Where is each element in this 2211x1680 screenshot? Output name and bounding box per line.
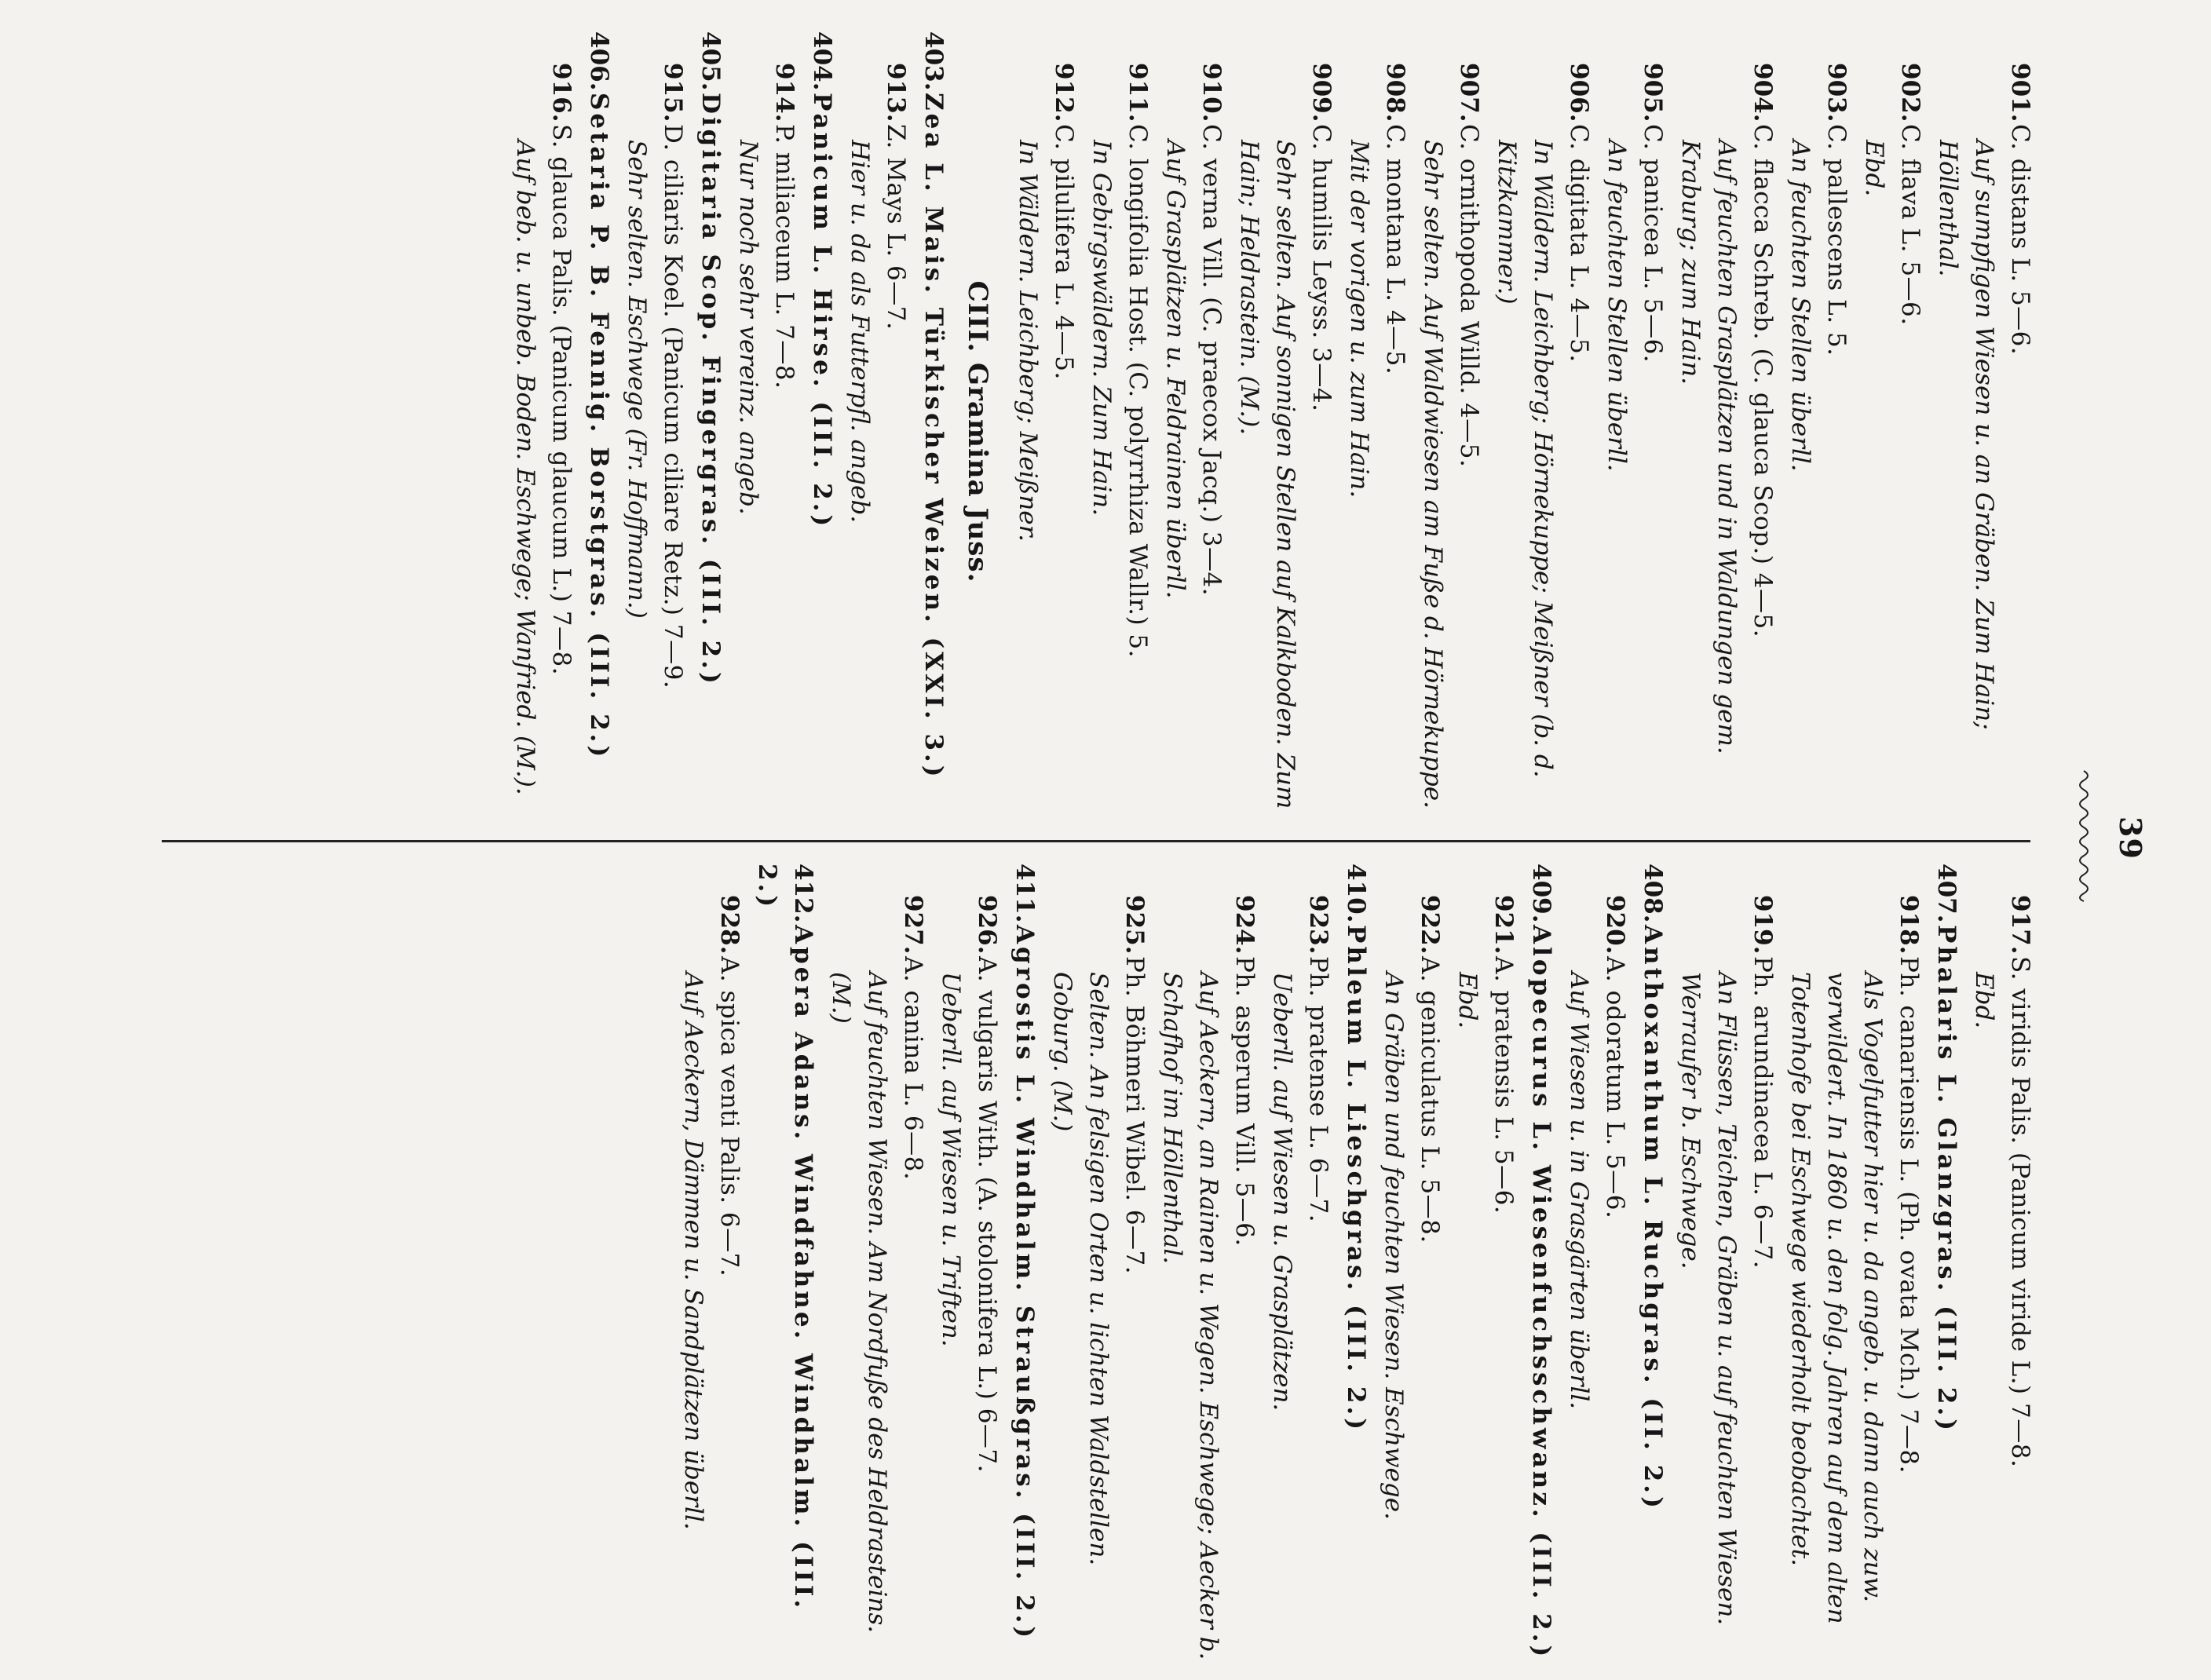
species-entry: [619, 31, 691, 832]
species-name: C. montana L. 4—5.: [1381, 124, 1409, 375]
entry-number: 920.: [1601, 895, 1629, 955]
entry-number: 918.: [1895, 895, 1923, 955]
species-entry: [1376, 864, 1448, 1664]
species-entry: [1599, 31, 1671, 832]
species-entry: [1010, 31, 1082, 832]
species-name: Ph. asperum Vill. 5—6.: [1230, 956, 1259, 1247]
species-entry: [1415, 31, 1487, 832]
entry-number: 907.: [1455, 63, 1483, 122]
species-entry: [1782, 864, 1927, 1664]
species-name: C. longifolia Host. (C. polyrrhiza Wallr.) 5.: [1124, 124, 1152, 659]
entry-number: 928.: [715, 895, 744, 955]
species-name: A. spica venti Palis. 6—7.: [715, 956, 744, 1277]
habitat-note: An feuchten Stellen überll.: [1603, 140, 1631, 472]
entry-number: 405.: [696, 31, 725, 91]
species-name: C. digitata L. 4—5.: [1565, 124, 1593, 363]
species-entry: [1966, 864, 2038, 1664]
species-entry: [1157, 31, 1230, 832]
entry-number: 411.: [1010, 864, 1039, 923]
species-entry: [1154, 864, 1263, 1664]
genus-name: Alopecurus L. Wiesenfuchsschwanz. (III. 2.): [1527, 925, 1555, 1660]
page-number: 39: [2113, 816, 2148, 860]
habitat-note: Als Vogelfutter hier u. da angeb. u. dann auch zuw. verwildert. In 1860 u. den folg. Jahren auf dem alten Totenhofe bei Eschwege wiederholt beobachtet.: [1786, 972, 1887, 1624]
habitat-note: Ebd.: [1860, 140, 1888, 197]
species-name: A. canina L. 6—8.: [899, 956, 927, 1181]
entry-number: 902.: [1896, 63, 1924, 122]
habitat-note: An feuchten Stellen überll.: [1786, 140, 1814, 472]
species-name: C. verna Vill. (C. praecox Jacq.) 3—4.: [1197, 124, 1226, 597]
species-entry: [675, 864, 747, 1664]
entry-number: 407.: [1932, 864, 1961, 923]
species-name: A. geniculatus L. 5—8.: [1416, 956, 1444, 1244]
genus-name: Phalaris L. Glanzgras. (III. 2.): [1932, 925, 1961, 1433]
species-entry: [842, 31, 914, 832]
species-entry: [1084, 31, 1156, 832]
genus-entry: [1635, 864, 1671, 1664]
habitat-note: In Gebirgswäldern. Zum Hain.: [1087, 140, 1116, 517]
genus-entry: [915, 31, 952, 832]
entry-number: 917.: [2006, 895, 2034, 955]
habitat-note: Auf Wiesen u. in Grasgärten überll.: [1565, 972, 1593, 1410]
genus-entry: [693, 31, 729, 832]
entry-number: 904.: [1749, 63, 1777, 122]
species-entry: [823, 864, 931, 1664]
entry-number: 914.: [770, 63, 799, 122]
entry-number: 910.: [1197, 63, 1226, 122]
entry-number: 909.: [1307, 63, 1336, 122]
entry-number: 915.: [659, 63, 687, 122]
habitat-note: Sehr selten. Auf sonnigen Stellen auf Kalkboden. Zum Hain; Heldrastein. (M.).: [1235, 140, 1299, 809]
species-entry: [1561, 864, 1633, 1664]
species-name: C. humilis Leyss. 3—4.: [1307, 124, 1336, 412]
entry-number: 403.: [919, 31, 948, 91]
entry-number: 913.: [882, 63, 910, 122]
species-entry: [1782, 31, 1855, 832]
genus-name: Zea L. Mais. Türkischer Weizen. (XXI. 3.): [919, 93, 948, 780]
entry-number: 911.: [1124, 63, 1152, 122]
section-heading: CIII. Gramina Juss.: [962, 280, 993, 583]
entry-number: 923.: [1304, 895, 1332, 955]
genus-name: Apera Adans. Windfahne. Windhalm. (III. 2.): [753, 864, 817, 1612]
species-entry: [1672, 31, 1781, 832]
species-name: Ph. canariensis L. (Ph. ovata Mch.) 7—8.: [1895, 956, 1923, 1474]
species-name: Z. Mays L. 6—7.: [882, 124, 910, 331]
entry-number: 927.: [899, 895, 927, 955]
entry-number: 924.: [1230, 895, 1259, 955]
species-name: A. odoratum L. 5—6.: [1601, 956, 1629, 1219]
habitat-note: Selten. An felsigen Orten u. lichten Waldstellen. Goburg. (M.): [1048, 972, 1113, 1566]
species-entry: [1672, 864, 1781, 1664]
species-name: Ph. Böhmeri Wibel. 6—7.: [1120, 956, 1149, 1275]
entry-number: 916.: [547, 63, 576, 122]
column-divider: [162, 840, 2030, 842]
habitat-note: In Wäldern. Leichberg; Hörnekuppe; Meißner (b. d. Kitzkammer.): [1493, 140, 1557, 778]
genus-name: Digitaria Scop. Fingergras. (III. 2.): [696, 93, 725, 687]
entry-number: 409.: [1527, 864, 1555, 923]
habitat-note: Ueberll. auf Wiesen u. Grasplätzen.: [1268, 972, 1296, 1412]
habitat-note: Ebd.: [1453, 972, 1482, 1029]
entry-number: 901.: [2006, 63, 2034, 122]
genus-name: Agrostis L. Windhalm. Straußgras. (III. 2.): [1010, 925, 1039, 1642]
habitat-note: Ebd.: [1970, 972, 1998, 1029]
habitat-note: Auf feuchten Grasplätzen und in Waldungen gem. Kraburg; zum Hain.: [1676, 140, 1741, 754]
species-name: C. pilulifera L. 4—5.: [1050, 124, 1078, 380]
species-entry: [1231, 31, 1339, 832]
species-name: C. ornithopoda Willd. 4—5.: [1455, 124, 1483, 468]
entry-number: 404.: [808, 31, 836, 91]
genus-entry: [1338, 864, 1374, 1664]
entry-number: 406.: [585, 31, 613, 91]
genus-entry: [749, 864, 821, 1664]
species-name: Ph. arundinacea L. 6—7.: [1749, 956, 1777, 1269]
habitat-note: Ueberll. auf Wiesen u. Triften.: [937, 972, 965, 1347]
species-name: C. flava L. 5—6.: [1896, 124, 1924, 326]
genus-name: Setaria P. B. Fennig. Borstgras. (III. 2.): [585, 93, 613, 761]
species-entry: [1044, 864, 1153, 1664]
habitat-note: Auf Aeckern, Dämmen u. Sandplätzen überll.: [679, 972, 707, 1530]
species-entry: [933, 864, 1005, 1664]
habitat-note: Auf beb. u. unbeb. Boden. Eschwege; Wanfried. (M.).: [511, 140, 539, 795]
habitat-note: An Gräben und feuchten Wiesen. Eschwege.: [1380, 972, 1408, 1520]
entry-number: 919.: [1749, 895, 1777, 955]
genus-entry: [1007, 864, 1043, 1664]
genus-name: Anthoxanthum L. Ruchgras. (II. 2.): [1639, 925, 1667, 1511]
habitat-note: Auf sumpfigen Wiesen u. an Gräben. Zum Hain; Höllenthal.: [1934, 140, 1998, 730]
genus-entry: [1523, 864, 1559, 1664]
habitat-note: Mit der vorigen u. zum Hain.: [1345, 140, 1373, 499]
species-entry: [1856, 31, 1928, 832]
habitat-note: An Flüssen, Teichen, Gräben u. auf feuchten Wiesen. Werraufer b. Eschwege.: [1676, 972, 1741, 1626]
species-name: C. pallescens L. 5.: [1822, 124, 1851, 356]
habitat-note: In Wäldern. Leichberg; Meißner.: [1014, 140, 1042, 542]
entry-number: 921.: [1489, 895, 1518, 955]
species-name: A. vulgaris With. (A. stolonifera L.) 6—7.: [973, 956, 1001, 1474]
species-name: S. viridis Palis. (Panicum viride L.) 7—8.: [2006, 956, 2034, 1468]
right-column: [674, 864, 2038, 1664]
species-entry: [1930, 31, 2038, 832]
genus-entry: [1928, 864, 1964, 1664]
entry-number: 926.: [973, 895, 1001, 955]
entry-number: 908.: [1381, 63, 1409, 122]
species-name: P. miliaceum L. 7—8.: [770, 124, 799, 389]
species-entry: [1449, 864, 1522, 1664]
entry-number: 922.: [1416, 895, 1444, 955]
habitat-note: Auf Grasplätzen u. Feldrainen überll.: [1161, 140, 1190, 599]
ornament-squiggle: [2074, 769, 2093, 903]
species-entry: [730, 31, 802, 832]
habitat-note: Auf feuchten Wiesen. Am Nordfuße des Heldrasteins. (M.): [827, 972, 891, 1634]
species-name: C. flacca Schreb. (C. glauca Scop.) 4—5.: [1749, 124, 1777, 638]
entry-number: 925.: [1120, 895, 1149, 955]
entry-number: 912.: [1050, 63, 1078, 122]
genus-name: Phleum L. Lieschgras. (III. 2.): [1342, 925, 1370, 1433]
habitat-note: Hier u. da als Futterpfl. angeb.: [846, 140, 874, 524]
entry-number: 903.: [1822, 63, 1851, 122]
habitat-note: Sehr selten. Eschwege (Fr. Hoffmann.): [623, 140, 651, 619]
species-name: Ph. pratense L. 6—7.: [1304, 956, 1332, 1223]
habitat-note: Auf Aeckern, an Rainen u. Wegen. Eschwege; Aecker b. Schafhof im Höllenthal.: [1158, 972, 1222, 1660]
entry-number: 408.: [1639, 864, 1667, 923]
habitat-note: Nur noch sehr vereinz. angeb.: [734, 140, 762, 515]
entry-number: 905.: [1639, 63, 1667, 122]
species-name: C. panicea L. 5—6.: [1639, 124, 1667, 363]
species-entry: [507, 31, 579, 832]
entry-number: 412.: [789, 864, 817, 923]
habitat-note: Sehr selten. Auf Waldwiesen am Fuße d. Hörnekuppe.: [1419, 140, 1447, 809]
species-name: D. ciliaris Koel. (Panicum ciliare Retz.) 7—9.: [659, 124, 687, 689]
genus-name: Panicum L. Hirse. (III. 2.): [808, 93, 836, 530]
species-name: S. glauca Palis. (Panicum glaucum L.) 7—8.: [547, 124, 576, 676]
species-entry: [1489, 31, 1597, 832]
species-name: C. distans L. 5—6.: [2006, 124, 2034, 356]
species-name: A. pratensis L. 5—6.: [1489, 956, 1518, 1214]
species-entry: [1264, 864, 1336, 1664]
entry-number: 906.: [1565, 63, 1593, 122]
genus-entry: [804, 31, 840, 832]
genus-entry: [581, 31, 617, 832]
left-column: [506, 31, 2038, 832]
entry-number: 410.: [1342, 864, 1370, 923]
species-entry: [1341, 31, 1413, 832]
